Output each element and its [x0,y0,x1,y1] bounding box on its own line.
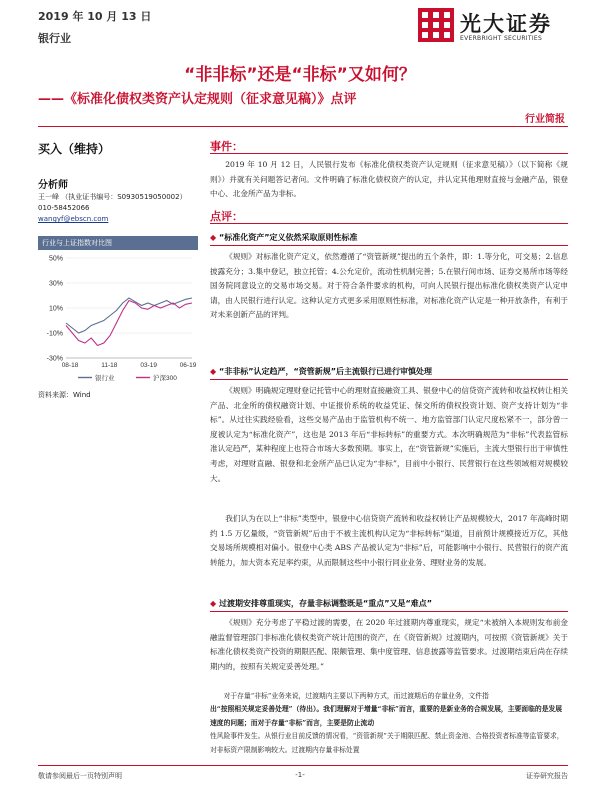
section4-text: 《规则》充分考虑了平稳过渡的需要，在 2020 年过渡期内尊重现实，规定“未被纳入本规则发布前金融监督管理部门非标准化债权类资产统计范围的资产，在《资管新规》过渡期内，可按照《资管新规》关于标准化债权类资产投资的期限匹配、限额管理、集中度管理、信息披露等监管要求。过渡期结束后尚在存续期内的，按照有关规定妥善处理。” [210,618,568,671]
report-title: “非非标”还是“非标”又如何？ [184,65,416,85]
chart-y-tick-label: 10% [48,305,63,313]
chart-source: 资料来源：Wind [38,391,91,399]
bullet-icon: ◆ [210,233,217,242]
footer-report-label: 证券研究报告 [526,772,568,780]
bullet-icon: ◆ [210,367,217,376]
chart-y-tick-label: 50% [48,255,63,263]
section5-line3: 性风险事件发生。从银行业目前反馈的情况看，“资管新规”关于期限匹配、禁止资金池、合格投资者标准等监管要求，对非标资产限制影响较大。过渡期内存量非标处置 [210,732,564,754]
page-number: -1- [295,771,305,779]
analyst-name: 王一峰 [38,193,59,201]
section1-heading [210,232,568,243]
section5-line1: 对于存量“非标”业务来说，过渡期内主要以下两种方式，而过渡期后的存量业务，文件指 [223,692,489,700]
chart-title: 行业与上证指数对比图 [38,236,198,250]
industry-label: 银行业 [38,32,71,45]
rating: 买入（维持） [38,142,111,156]
chart-y-tick-label: -10% [46,330,63,338]
section5-text [210,690,568,757]
chart-x-tick-label: 06-19 [179,362,197,369]
event-divider [210,153,568,154]
index-comparison-chart [38,236,198,386]
chart-plot [38,250,198,386]
title-divider [38,126,568,127]
chart-x-tick-label: 08-18 [61,362,79,369]
section2-heading [210,366,568,377]
report-subtitle: ——《标准化债权类资产认定规则（征求意见稿）》点评 [38,92,357,107]
report-type: 行业简报 [525,114,565,125]
chart-y-tick-label: -30% [46,355,63,363]
chart-legend-label: 银行业 [95,375,115,382]
chart-series-line [66,301,192,346]
analyst-heading: 分析师 [38,180,68,191]
bullet-icon: ◆ [210,599,217,608]
chart-x-tick-label: 11-18 [101,362,118,369]
section1-heading-text: “标准化资产”定义依然采取原则性标准 [218,233,358,242]
section3-text: 我们认为在以上“非标”类型中，银登中心信贷资产流转和收益权转让产品规模较大，2017 年高峰时期约 1.5 万亿量级，“资管新规”后由于不被主流机构认定为“非标转标”渠道，目前预计规模接近万亿，其他交易场所规模相对偏小。银登中心类 ABS 产品被认定为“非标”后，可能影响中小银行、民营银行的资产流转能力，加大资本充足率约束，从而限制这些中小银行同业业务、理财业务的发展。 [210,514,568,567]
section2-text: 《规则》明确规定理财登记托管中心的理财直接融资工具、银登中心的信贷资产流转和收益权转让相关产品、北金所的债权融资计划、中证报价系统的收益凭证、保交所的债权投资计划、资产支持计划为“非标”。从过往实践经验看，这些交易产品由于监管机构不统一、地方监管部门认定尺度松紧不一，部分曾一度被认定为“标准化资产”，这也是 2013 年后“非标转标”的重要方式。本次明确规范为“非标”代表监管标准认定趋严，某种程度上也符合市场大多数预期。事实上，在“资管新规”实施后，主流大型银行出于审慎性考虑，对理财直融、银登和北金所产品已认定为“非标”，目前中小银行、民营银行在这些领域相对规模较大。 [210,386,568,483]
footer-divider [38,765,568,766]
footer-disclaimer[interactable]: 敬请参阅最后一页特别声明 [38,772,122,780]
analyst-info [38,192,187,202]
section2-heading-text: “非非标”认定趋严，“资管新规”后主流银行已进行审慎处理 [218,367,432,376]
event-heading: 事件： [210,140,243,153]
company-logo [418,6,568,46]
section5-line2: 出“按照相关规定妥善处理”（待出）。我们理解对于增量“非标”而言，重要的是新业务的合规发展，主要面临的是发展速度的问题；而对于存量“非标”而言，主要是防止流动 [210,705,563,727]
section4-heading [210,598,568,609]
event-text: 2019 年 10 月 12 日，人民银行发布《标准化债权类资产认定规则（征求意见稿）》（以下简称《规则》）并就有关问题答记者问。文件明确了标准化债权资产的认定，并认定其他理财直接与金融产品，银登中心、北金所产品为非标。 [210,160,568,199]
comment-heading: 点评： [210,210,243,223]
chart-x-tick-label: 03-19 [140,362,157,369]
chart-legend-label: 沪深300 [153,375,177,382]
analyst-email[interactable]: wangyf@ebscn.com [38,215,109,223]
chart-y-tick-label: 30% [48,280,63,288]
analyst-cert: （执业证书编号：S0930519050002） [61,193,187,201]
section4-heading-text: 过渡期安排尊重现实，存量非标调整既是“重点”又是“难点” [218,599,432,608]
logo-mark-icon [418,8,454,42]
logo-text-en: EVERBRIGHT SECURITIES [460,35,543,42]
comment-divider [210,223,568,224]
section1-text: 《规则》对标准化资产定义，依然遵循了“资管新规”提出的五个条件，即：1.等分化，可交易；2.信息披露充分；3.集中登记，独立托管；4.公允定价，流动性机制完善；5.在银行间市场、证券交易所市场等经国务院同意设立的交易市场交易。对于符合条件要求的机构，可向人民银行提出标准化债权类资产认定申请，由人民银行进行认定。这种认定方式更多采用原则性标准，对标准化资产认定是一种开放条件，有利于对未来创新产品的评判。 [210,252,568,320]
logo-text-cn: 光大证券 [460,11,552,36]
report-date: 2019 年 10 月 13 日 [38,10,152,23]
analyst-phone: 010-58452066 [38,204,90,212]
